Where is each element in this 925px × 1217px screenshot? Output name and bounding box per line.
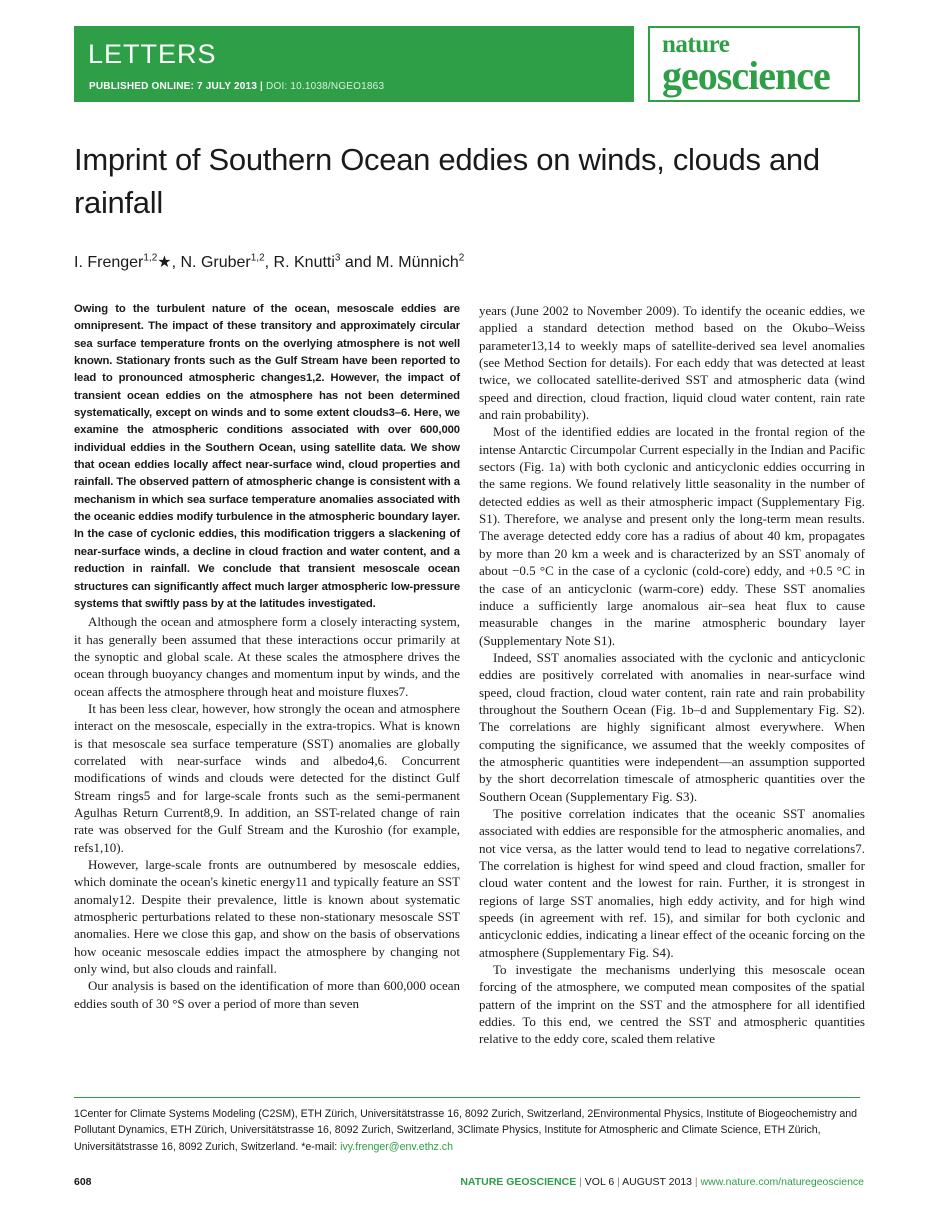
author-and: and (340, 254, 377, 271)
left-column (74, 301, 460, 1012)
body-paragraph: Although the ocean and atmosphere form a closely interacting system, it has generally been assumed that these interactions occur primarily at the synoptic and global scale. At these scales the atmosphere drives the ocean through buoyancy changes and momentum input by winds, and the ocean affects the atmosphere through heat and moisture fluxes7. (74, 614, 460, 699)
publication-info (89, 81, 384, 92)
volume: VOL 6 (584, 1176, 615, 1188)
article-title: Imprint of Southern Ocean eddies on winds, clouds and rainfall (74, 142, 820, 220)
author-affiliation: 2 (458, 252, 465, 264)
author-separator: , (171, 254, 181, 271)
body-paragraph: The positive correlation indicates that the oceanic SST anomalies associated with eddies are responsible for the atmospheric anomalies, and not vice versa, as the latter would tend to lead to negative correlations7. The correlation is highest for wind speed and cloud fraction, smaller for cloud water content and the lowest for rain. Further, it is strongest in regions of large SST anomalies, high eddy activity, and for high wind speeds (in agreement with ref. 15), and similar for both cyclonic and anticyclonic eddies, indicating a linear effect of the oceanic forcing on the atmosphere (Supplementary Fig. S4). (479, 805, 865, 960)
logo-geoscience: geoscience (662, 53, 830, 98)
logo-nature: nature (662, 31, 730, 58)
journal-footer (460, 1176, 864, 1188)
issue-date: AUGUST 2013 (622, 1176, 693, 1188)
footer-separator: | (576, 1176, 585, 1188)
author-email-link[interactable]: ivy.frenger@env.ethz.ch (340, 1140, 453, 1153)
author-separator: , (264, 254, 274, 271)
right-column (479, 302, 865, 1048)
section-label: LETTERS (88, 39, 217, 69)
section-banner (74, 26, 634, 102)
body-paragraph: It has been less clear, however, how strongly the ocean and atmosphere interact on the mesoscale, especially in the extra-tropics. What is known is that mesoscale sea surface temperature (SST) anomalies are globally correlated with near-surface winds and albedo4,6. Concurrent modifications of winds and clouds were detected for the distinct Gulf Stream rings5 and for large-scale fronts such as the semi-permanent Agulhas Return Current8,9. In addition, an SST-related change of rain rate was observed for the Gulf Stream and the Kuroshio (for example, refs1,10). (74, 700, 460, 855)
abstract: Owing to the turbulent nature of the ocean, mesoscale eddies are omnipresent. The impact of these transitory and approximately circular sea surface temperature fronts on the overlying atmosphere is not well known. Stationary fronts such as the Gulf Stream have been reported to lead to pronounced atmospheric changes1,2. However, the impact of transient ocean eddies on the atmosphere has not been determined systematically, except on winds and to some extent clouds3–6. Here, we examine the atmospheric conditions associated with over 600,000 individual eddies in the Southern Ocean, using satellite data. We show that ocean eddies locally affect near-surface wind, cloud properties and rainfall. The observed pattern of atmospheric change is consistent with a mechanism in which sea surface temperature anomalies associated with the oceanic eddies modify turbulence in the atmospheric boundary layer. In the case of cyclonic eddies, this modification triggers a slackening of near-surface winds, a decline in cloud fraction and water content, and a reduction in rainfall. We conclude that transient mesoscale ocean structures can significantly affect much larger atmospheric low-pressure systems that swiftly pass by at the latitudes investigated. (74, 303, 460, 610)
published-date: PUBLISHED ONLINE: 7 JULY 2013 (89, 81, 258, 92)
body-paragraph: years (June 2002 to November 2009). To identify the oceanic eddies, we applied a standard detection method based on the Okubo–Weiss parameter13,14 to weekly maps of satellite-derived sea level anomalies (see Method Section for details). For each eddy that was detected at least twice, we collocated satellite-derived SST and atmospheric data (wind speed and direction, cloud fraction, liquid cloud water content, rain rate and rain probability). (479, 303, 865, 423)
body-paragraph: Indeed, SST anomalies associated with the cyclonic and anticyclonic eddies are positively correlated with anomalies in near-surface wind speed, cloud fraction, cloud water content, rain rate and rain probability throughout the Southern Ocean (Fig. 1b–d and Supplementary Fig. S2). The correlations are highly significant almost everywhere. When computing the significance, we assumed that the weekly composites of the atmospheric quantities were independent—an assumption supported by the short decorrelation timescale of atmospheric quantities over the Southern Ocean (Supplementary Fig. S3). (479, 649, 865, 804)
body-paragraph: However, large-scale fronts are outnumbered by mesoscale eddies, which dominate the ocean's kinetic energy11 and typically feature an SST anomaly12. Despite their prevalence, little is known about systematic atmospheric perturbations related to these non-stationary mesoscale SST anomalies. Here we close this gap, and show on the basis of observations how oceanic mesoscale eddies impact the atmosphere by changing not only wind, but also clouds and rainfall. (74, 857, 460, 977)
body-paragraph: Most of the identified eddies are located in the frontal region of the intense Antarctic Circumpolar Current especially in the Indian and Pacific sectors (Fig. 1a) with both cyclonic and anticyclonic eddies occurring in the same regions. We found relatively little seasonality in the number of detected eddies as well as their atmospheric impact (Supplementary Fig. S1). Therefore, we analyse and present only the long-term mean results. The average detected eddy core has a radius of about 40 km, propagates by more than 20 km a week and is characterized by an SST anomaly of about −0.5 °C in the case of a cyclonic (cold-core) eddy, and +0.5 °C in the case of an anticyclonic (warm-core) eddy. These SST anomalies induce a sufficiently large anomalous air–sea heat flux to cause measurable changes in the marine atmospheric boundary layer (Supplementary Note S1). (479, 424, 865, 648)
author-name: R. Knutti (273, 254, 335, 271)
affiliations-text: 1Center for Climate Systems Modeling (C2SM), ETH Zürich, Universitätstrasse 16, 8092 Zurich, Switzerland, 2Environmental Physics, Institute of Biogeochemistry and Pollutant Dynamics, ETH Zürich, Universitätstrasse 16, 8092 Zurich, Switzerland, 3Climate Physics, Institute for Atmospheric and Climate Science, ETH Zürich, Universitätstrasse 16, 8092 Zurich, Switzerland. *e-mail: (74, 1108, 858, 1153)
author-name: I. Frenger (74, 254, 144, 271)
footer-separator: | (692, 1176, 701, 1188)
body-paragraph: Our analysis is based on the identification of more than 600,000 ocean eddies south of 30 °S over a period of more than seven (74, 978, 460, 1011)
author-affiliation: 1,2 (143, 252, 158, 264)
author-affiliation: 3 (334, 252, 341, 264)
corresponding-star-icon: ★ (157, 254, 172, 271)
author-affiliation: 1,2 (250, 252, 265, 264)
pub-separator: | (257, 81, 267, 92)
author-name: N. Gruber (180, 254, 251, 271)
author-list (74, 252, 854, 272)
affiliations-footnote (74, 1106, 864, 1155)
journal-name: NATURE GEOSCIENCE (460, 1176, 577, 1188)
doi-link[interactable]: DOI: 10.1038/NGEO1863 (266, 81, 385, 92)
journal-url-link[interactable]: www.nature.com/naturegeoscience (700, 1176, 864, 1188)
author-name: M. Münnich (376, 254, 459, 271)
footer-separator: | (614, 1176, 623, 1188)
body-paragraph: To investigate the mechanisms underlying this mesoscale ocean forcing of the atmosphere, we computed mean composites of the spatial pattern of the imprint on the SST and the atmosphere for all identified eddies. To this end, we centred the SST and atmospheric quantities relative to the eddy core, scaled them relative (479, 962, 865, 1047)
page-number: 608 (74, 1176, 92, 1188)
footnote-divider (74, 1097, 860, 1098)
journal-logo[interactable] (648, 26, 860, 102)
